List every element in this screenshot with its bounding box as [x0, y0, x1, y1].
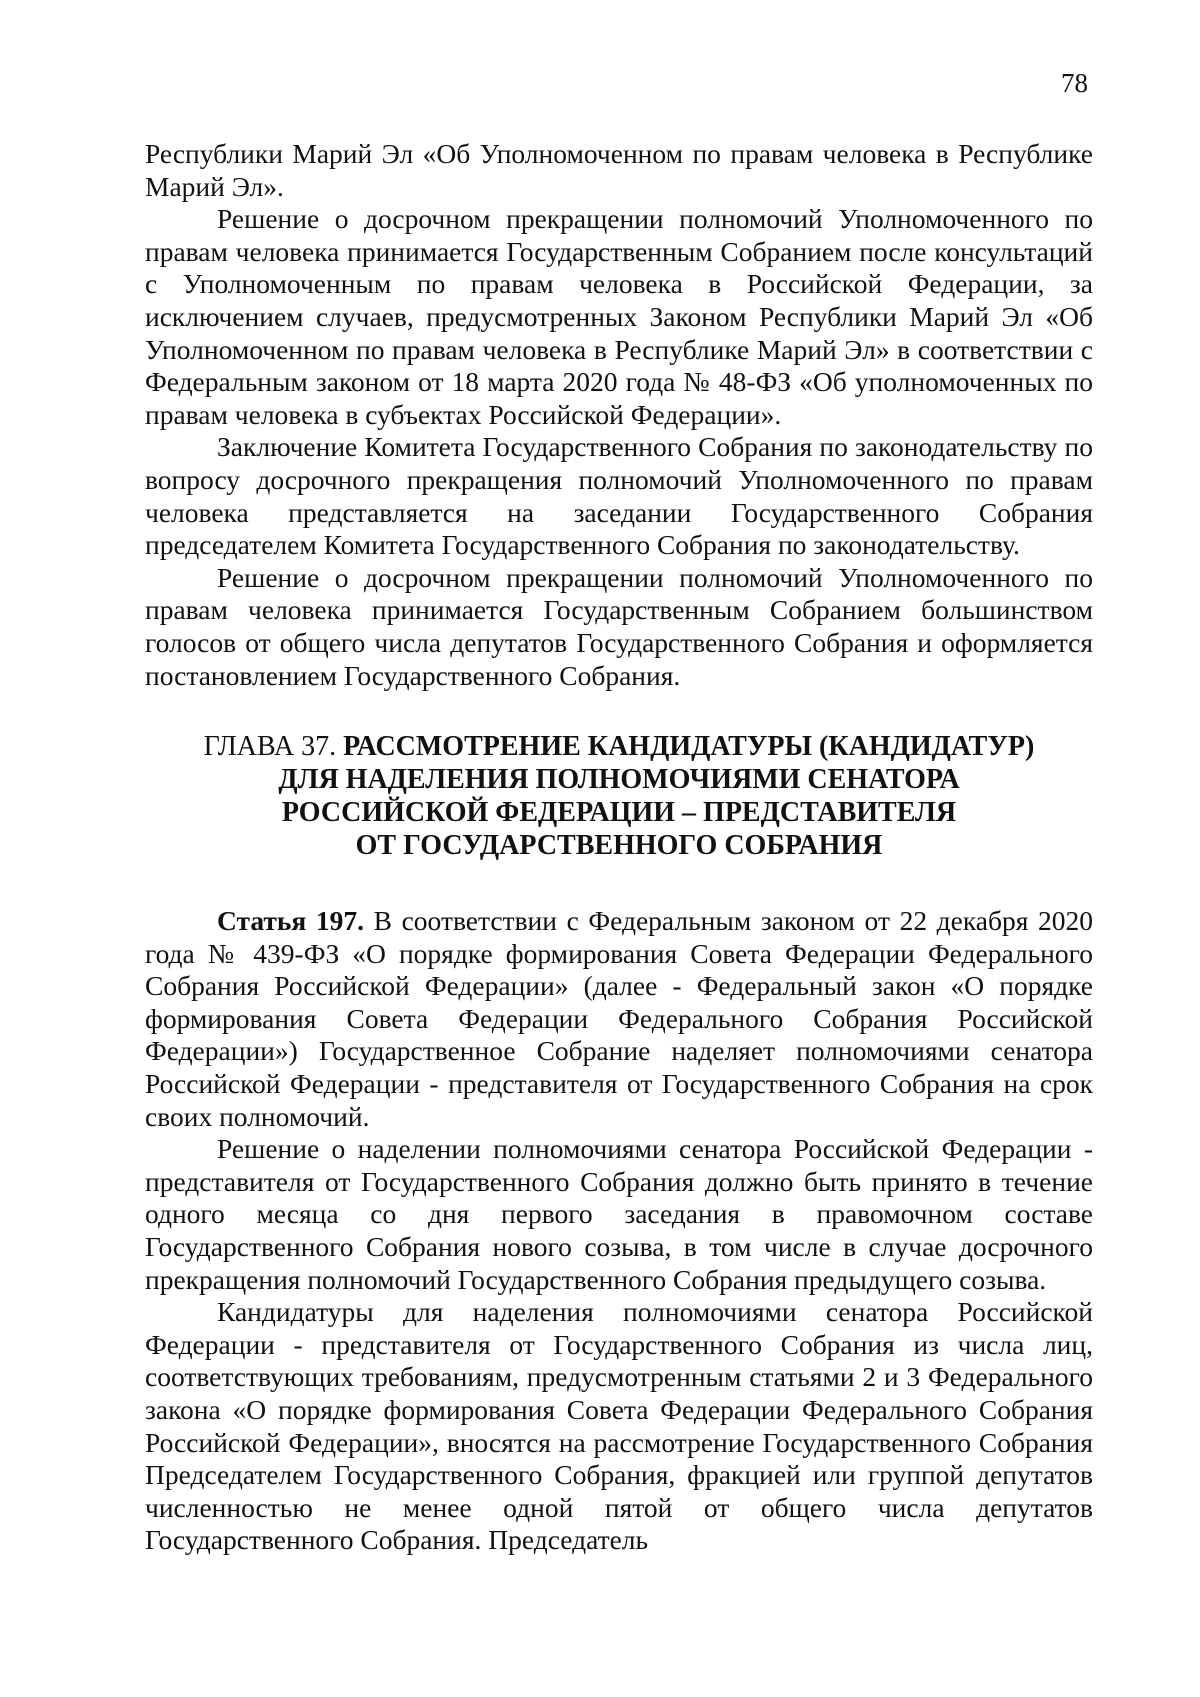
document-body	[145, 138, 1093, 1557]
page-number: 78	[1061, 68, 1088, 98]
chapter-heading-line-1	[145, 730, 1093, 763]
article-197-text: В соответствии с Федеральным законом от 22 декабря 2020 года № 439-ФЗ «О порядке формирования Совета Федерации Федерального Собрания Российской Федерации» (далее - Федеральный закон «О порядке формирования Совета Федерации Федерального Собрания Российской Федерации») Государственное Собрание наделяет полномочиями сенатора Российской Федерации - представителя от Государственного Собрания на срок своих полномочий.	[145, 905, 1094, 1132]
chapter-number: ГЛАВА 37.	[203, 731, 337, 763]
article-197-paragraph-3: Кандидатуры для наделения полномочиями сенатора Российской Федерации - представителя от Государственного Собрания из числа лиц, соответствующих требованиям, предусмотренным статьями 2 и 3 Федерального закона «О порядке формирования Совета Федерации Федерального Собрания Российской Федерации», вносятся на рассмотрение Государственного Собрания Председателем Государственного Собрания, фракцией или группой депутатов численностью не менее одной пятой от общего числа депутатов Государственного Собрания. Председатель	[145, 1296, 1093, 1556]
paragraph-early-termination-decision: Решение о досрочном прекращении полномочий Уполномоченного по правам человека принимается Государственным Собранием после консультаций с Уполномоченным по правам человека в Российской Федерации, за исключением случаев, предусмотренных Законом Республики Марий Эл «Об Уполномоченном по правам человека в Республике Марий Эл» в соответствии с Федеральным законом от 18 марта 2020 года № 48-ФЗ «Об уполномоченных по правам человека в субъектах Российской Федерации».	[145, 203, 1093, 430]
chapter-title-line: РОССИЙСКОЙ ФЕДЕРАЦИИ – ПРЕДСТАВИТЕЛЯ	[281, 797, 957, 829]
article-label: Статья 197.	[217, 905, 365, 937]
paragraph-decision-majority: Решение о досрочном прекращении полномочий Уполномоченного по правам человека принимается Государственным Собранием большинством голосов от общего числа депутатов Государственного Собрания и оформляется постановлением Государственного Собрания.	[145, 561, 1093, 691]
paragraph-committee-conclusion: Заключение Комитета Государственного Собрания по законодательству по вопросу досрочного прекращения полномочий Уполномоченного по правам человека представляется на заседании Государственного Собрания председателем Комитета Государственного Собрания по законодательству.	[145, 431, 1093, 561]
chapter-title-line: РАССМОТРЕНИЕ КАНДИДАТУРЫ (КАНДИДАТУР)	[343, 731, 1035, 763]
article-197-paragraph-2: Решение о наделении полномочиями сенатора Российской Федерации - представителя от Государственного Собрания должно быть принято в течение одного месяца со дня первого заседания в правомочном составе Государственного Собрания нового созыва, в том числе в случае досрочного прекращения полномочий Государственного Собрания предыдущего созыва.	[145, 1133, 1093, 1295]
paragraph-continuation: Республики Марий Эл «Об Уполномоченном по правам человека в Республике Марий Эл».	[145, 138, 1093, 202]
chapter-heading	[145, 730, 1093, 862]
article-197-paragraph-1	[145, 905, 1093, 1133]
chapter-title-line: ОТ ГОСУДАРСТВЕННОГО СОБРАНИЯ	[355, 830, 883, 862]
chapter-title-line: ДЛЯ НАДЕЛЕНИЯ ПОЛНОМОЧИЯМИ СЕНАТОРА	[278, 764, 960, 796]
